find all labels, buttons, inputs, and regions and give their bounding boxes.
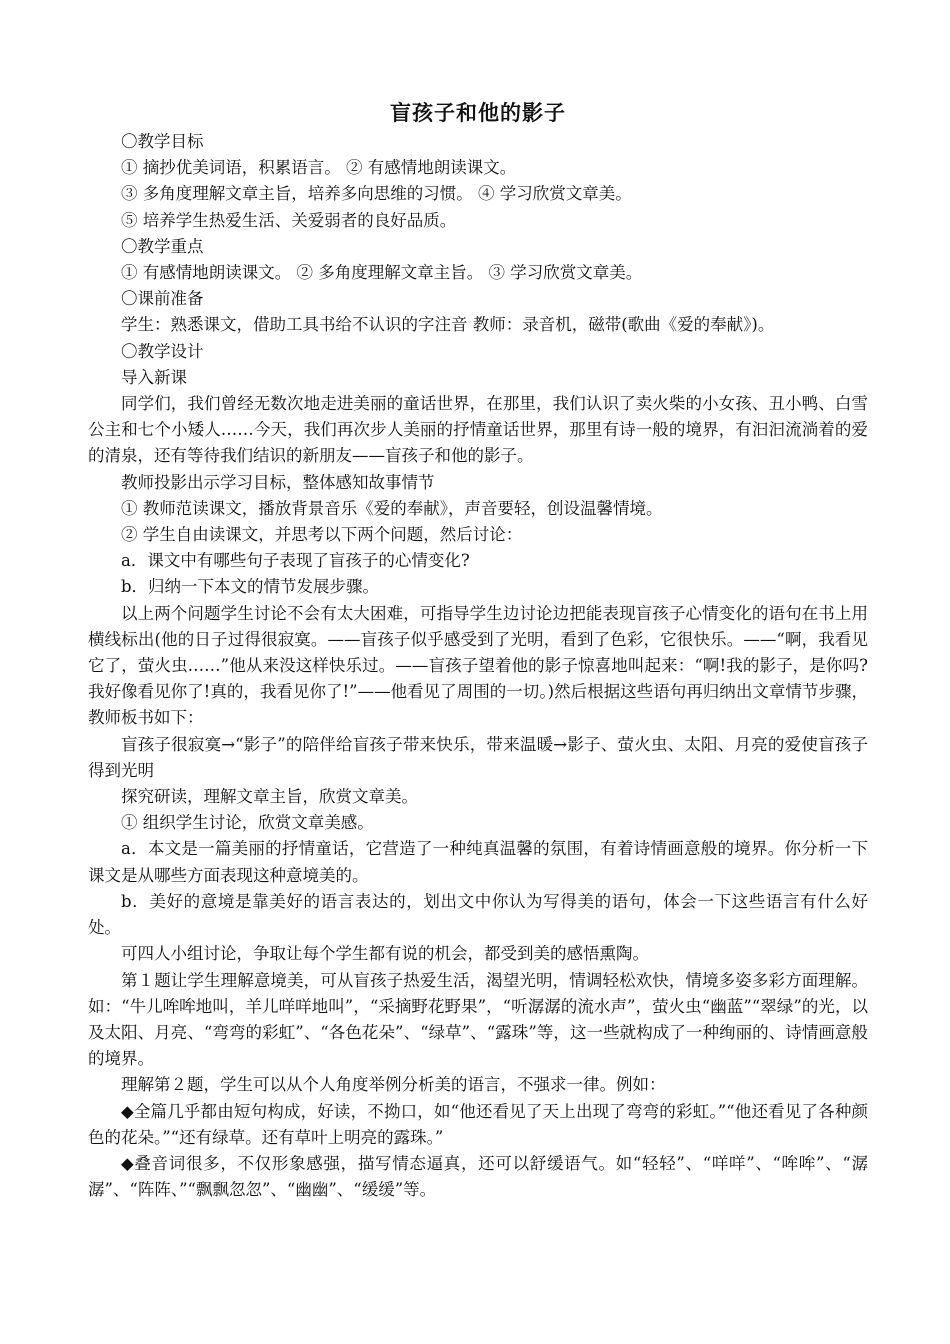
heading-teaching-goals: 〇教学目标 xyxy=(121,132,204,151)
goal-line-3: ⑤ 培养学生热爱生活、关爱弱者的良好品质。 xyxy=(121,210,457,230)
explore-question-b: b．美好的意境是靠美好的语言表达的，划出文中你认为写得美的语句，体会一下这些语言有什么好处。 xyxy=(88,891,868,938)
step-1: ① 教师范读课文，播放背景音乐《爱的奉献》，声音要轻，创设温馨情境。 xyxy=(121,498,663,518)
goal-line-2: ③ 多角度理解文章主旨，培养多向思维的习惯。 ④ 学习欣赏文章美。 xyxy=(121,184,632,204)
subheading-explore: 探究研读，理解文章主旨，欣赏文章美。 xyxy=(121,787,418,807)
question-2-intro: 理解第２题，学生可以从个人角度举例分析美的语言，不强求一律。例如： xyxy=(121,1075,666,1095)
goal-line-1: ① 摘抄优美词语，积累语言。 ② 有感情地朗读课文。 xyxy=(121,158,517,178)
group-discussion: 可四人小组讨论，争取让每个学生都有说的机会，都受到美的感悟熏陶。 xyxy=(121,944,649,964)
heading-teaching-focus: 〇教学重点 xyxy=(121,236,204,256)
document-title: 盲孩子和他的影子 xyxy=(390,101,566,125)
question-b: b．归纳一下本文的情节发展步骤。 xyxy=(121,577,380,597)
focus-line: ① 有感情地朗读课文。 ② 多角度理解文章主旨。 ③ 学习欣赏文章美。 xyxy=(121,263,643,283)
subheading-intro: 导入新课 xyxy=(121,367,187,387)
step-2: ② 学生自由读课文，并思考以下两个问题，然后讨论： xyxy=(121,525,523,545)
heading-preparation: 〇课前准备 xyxy=(121,289,204,309)
intro-paragraph: 同学们，我们曾经无数次地走进美丽的童话世界，在那里，我们认识了卖火柴的小女孩、丑小鸭、白雪公主和七个小矮人……今天，我们再次步人美丽的抒情童话世界，那里有诗一般的境界，有汩汩流淌着的爱的清泉，还有等待我们结识的新朋友——盲孩子和他的影子。 xyxy=(88,394,868,466)
subheading-projection: 教师投影出示学习目标，整体感知故事情节 xyxy=(121,472,435,492)
discussion-paragraph: 以上两个问题学生讨论不会有太大困难，可指导学生边讨论边把能表现盲孩子心情变化的语句在书上用横线标出(他的日子过得很寂寞。——盲孩子似乎感受到了光明，看到了色彩，它很快乐。——“啊，我看见它了，萤火虫……”他从来没这样快乐过。——盲孩子望着他的影子惊喜地叫起来：“啊!我的影子，是你吗?我好像看见你了!真的，我看见你了!”——他看见了周围的一切。)然后根据这些语句再归纳出文章情节步骤，教师板书如下： xyxy=(88,603,868,728)
explore-step-1: ① 组织学生讨论，欣赏文章美感。 xyxy=(121,813,374,833)
question-1-analysis: 第１题让学生理解意境美，可从盲孩子热爱生活，渴望光明，情调轻松欢快，情境多姿多彩方面理解。如：“牛儿哞哞地叫，羊儿咩咩地叫”，“采摘野花野果”，“听潺潺的流水声”，萤火虫“幽蓝”“翠绿”的光，以及太阳、月亮、“弯弯的彩虹”、“各色花朵”、“绿草”、“露珠”等，这一些就构成了一种绚丽的、诗情画意般的境界。 xyxy=(88,970,868,1069)
bullet-short-sentences: ◆全篇几乎都由短句构成，好读，不拗口，如“他还看见了天上出现了弯弯的彩虹。”“他还看见了各种颜色的花朵。”“还有绿草。还有草叶上明亮的露珠。” xyxy=(88,1101,868,1147)
bullet-reduplicated-words: ◆叠音词很多，不仅形象感强，描写情态逼真，还可以舒缓语气。如“轻轻”、“咩咩”、“哞哞”、“潺潺”、“阵阵、”“飘飘忽忽”、“幽幽”、“缓缓”等。 xyxy=(88,1153,868,1200)
board-summary: 盲孩子很寂寞→“影子”的陪伴给盲孩子带来快乐，带来温暖→影子、萤火虫、太阳、月亮的爱使盲孩子得到光明 xyxy=(88,734,868,780)
heading-teaching-design: 〇教学设计 xyxy=(121,341,204,361)
explore-question-a: a．本文是一篇美丽的抒情童话，它营造了一种纯真温馨的氛围，有着诗情画意般的境界。你分析一下课文是从哪些方面表现这种意境美的。 xyxy=(88,839,868,885)
document-body xyxy=(88,97,868,1203)
question-a: a．课文中有哪些句子表现了盲孩子的心情变化? xyxy=(121,551,470,571)
preparation-text: 学生：熟悉课文，借助工具书给不认识的字注音 教师：录音机，磁带(歌曲《爱的奉献》)。 xyxy=(121,315,775,335)
